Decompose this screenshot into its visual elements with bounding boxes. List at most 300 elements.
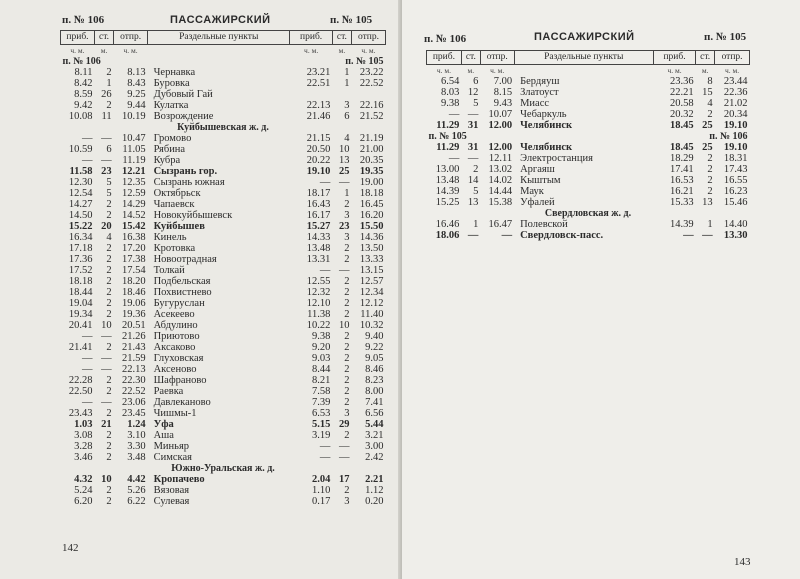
dep-time: 11.05 [122, 144, 146, 155]
dep-time: 17.38 [121, 254, 146, 265]
stop-min: 10 [101, 320, 112, 331]
station-name: Кулатка [153, 100, 189, 111]
stop-min-return: 2 [344, 353, 350, 364]
dep-time: 12.21 [121, 166, 146, 177]
arr-time: 8.03 [440, 87, 460, 98]
station-name: Рябина [153, 144, 186, 155]
stop-min-return: 2 [344, 309, 350, 320]
station-name: Асекеево [153, 309, 195, 320]
stop-min: 2 [106, 243, 112, 254]
station-name: Раевка [153, 386, 184, 397]
stop-min-return: 2 [707, 175, 713, 186]
arr-time: 5.24 [74, 485, 93, 496]
dep-time: 21.43 [121, 342, 146, 353]
station-name: Приютово [153, 331, 200, 342]
dep-time-return: 22.36 [723, 87, 748, 98]
table-row [61, 287, 386, 298]
station-name: Толкай [153, 265, 185, 276]
station-name: Кубра [153, 155, 181, 166]
dep-time: 9.44 [127, 100, 146, 111]
col-arr2: приб. [290, 31, 332, 45]
table-row [61, 67, 386, 78]
dep-time-return [351, 89, 385, 100]
unit: ч. м. [123, 46, 138, 55]
station-name: Аксаково [153, 342, 196, 353]
arr-time-return: 18.45 [670, 120, 694, 131]
arr-time: 6.54 [440, 76, 460, 87]
table-row [61, 100, 386, 111]
arr-time-return: 13.31 [306, 254, 331, 265]
dep-time-return: 23.44 [723, 76, 748, 87]
stop-min: 2 [106, 441, 112, 452]
dep-time-return: 9.40 [365, 331, 384, 342]
arr-time: — [81, 397, 93, 408]
arr-time: — [448, 109, 460, 120]
arr-time-return: 22.21 [670, 87, 694, 98]
dep-time-return: 7.41 [365, 397, 384, 408]
arr-time-return: 8.44 [311, 364, 331, 375]
dep-time: 3.30 [127, 441, 146, 452]
dep-time: 17.54 [121, 265, 146, 276]
right-page [402, 0, 800, 579]
stop-min: 2 [106, 276, 112, 287]
arr-time-return: 23.21 [306, 67, 331, 78]
stop-min-return: 25 [702, 120, 713, 131]
arr-time: 12.54 [68, 188, 93, 199]
dep-time: 12.59 [121, 188, 146, 199]
stop-min: 14 [467, 175, 479, 186]
stop-min: 2 [473, 164, 479, 175]
arr-time-return: 20.50 [306, 144, 331, 155]
arr-time: 11.29 [436, 142, 460, 153]
dep-time: 12.35 [121, 177, 146, 188]
table-row [61, 386, 386, 397]
stop-min-return: — [338, 452, 350, 463]
stop-min-return: 2 [344, 386, 350, 397]
dep-time: 9.43 [493, 98, 513, 109]
table-row [61, 298, 386, 309]
unit: ч. м. [361, 46, 376, 55]
station-name: Вязовая [153, 485, 190, 496]
dep-time: 1.24 [127, 419, 146, 430]
dep-time: 21.59 [121, 353, 146, 364]
stop-min: — [101, 133, 112, 144]
stop-min-return: 2 [344, 364, 350, 375]
stop-min: 12 [467, 87, 479, 98]
station-name: Аша [153, 430, 174, 441]
train-number-row [61, 56, 386, 67]
stop-min-return: 15 [702, 87, 713, 98]
arr-time-return: 8.21 [311, 375, 331, 386]
table-row [61, 210, 386, 221]
arr-time-return: — [319, 452, 331, 463]
stop-min-return: 2 [344, 243, 350, 254]
arr-time-return: 6.53 [311, 408, 331, 419]
stop-min-return: 2 [707, 153, 713, 164]
table-row [61, 243, 386, 254]
arr-time-return: 18.17 [306, 188, 331, 199]
stop-min-return: 3 [344, 232, 350, 243]
table-row [61, 111, 386, 122]
col-stations: Раздельные пункты [148, 31, 290, 45]
stop-min-return: 13 [338, 155, 350, 166]
stop-min-return: 2 [344, 342, 350, 353]
arr-time: 18.18 [68, 276, 93, 287]
station-name: Златоуст [520, 87, 559, 98]
stop-min-return: 1 [344, 78, 350, 89]
stop-min: — [467, 109, 479, 120]
arr-time: 23.43 [68, 408, 93, 419]
unit: м. [467, 66, 475, 75]
table-row [61, 232, 386, 243]
dep-time: 19.06 [121, 298, 146, 309]
stop-min-return: 29 [338, 419, 350, 430]
stop-min-return: 4 [344, 133, 350, 144]
station-name: Громово [153, 133, 192, 144]
station-name: Чернавка [153, 67, 196, 78]
dep-time: 14.44 [488, 186, 513, 197]
dep-time: 8.13 [127, 67, 146, 78]
station-name: Октябрьск [153, 188, 201, 199]
arr-time: 8.42 [74, 78, 93, 89]
arr-time: 13.00 [435, 164, 460, 175]
unit: ч. м. [304, 46, 319, 55]
stop-min: — [101, 155, 112, 166]
stop-min: — [101, 364, 112, 375]
arr-time-return: 20.22 [306, 155, 331, 166]
dep-time: 18.46 [121, 287, 146, 298]
stop-min-return: — [702, 230, 713, 241]
arr-time-return: 1.10 [311, 485, 331, 496]
arr-time: 17.52 [68, 265, 93, 276]
dep-time-return: 14.36 [359, 232, 384, 243]
arr-time: 19.04 [68, 298, 93, 309]
col-st: ст. [94, 31, 113, 45]
table-row [61, 397, 386, 408]
arr-time-return: 14.33 [306, 232, 331, 243]
dep-time: 3.48 [127, 452, 146, 463]
arr-time: — [81, 364, 93, 375]
dep-time-return: 16.45 [359, 199, 384, 210]
stop-min-return: 3 [344, 496, 350, 507]
dep-time-return: 14.40 [723, 219, 748, 230]
arr-time: 9.42 [74, 100, 93, 111]
dep-time-return: 9.05 [365, 353, 384, 364]
stop-min-return: 3 [344, 408, 350, 419]
station-name: Бугуруслан [153, 298, 205, 309]
dep-time-return: 21.52 [359, 111, 384, 122]
table-row [61, 320, 386, 331]
stop-min-return: 1 [344, 67, 350, 78]
table-row [61, 199, 386, 210]
arr-time-return: 14.39 [670, 219, 694, 230]
dep-time: 7.00 [493, 76, 513, 87]
arr-time-return: 18.45 [670, 142, 694, 153]
station-name: Миньяр [153, 441, 190, 452]
dep-time: 6.22 [127, 496, 146, 507]
arr-time: 22.28 [68, 375, 93, 386]
station-name: Челябинск [520, 142, 573, 153]
station-name: Маук [520, 186, 544, 197]
stop-min-return: 2 [707, 109, 713, 120]
table-row [61, 188, 386, 199]
dep-time-return: 2.42 [365, 452, 384, 463]
stop-min-return: 1 [344, 188, 350, 199]
dep-time: 19.36 [121, 309, 146, 320]
rows-group [427, 219, 750, 241]
stop-min: 2 [106, 287, 112, 298]
arr-time: — [81, 353, 93, 364]
arr-time-return: 9.38 [311, 331, 331, 342]
dep-time-return: 16.20 [359, 210, 384, 221]
arr-time: 3.08 [74, 430, 93, 441]
train-left: п. № 105 [428, 131, 467, 142]
arr-time: 21.41 [68, 342, 93, 353]
stop-min-return: — [338, 265, 350, 276]
stop-min-return: 2 [344, 287, 350, 298]
arr-time-return: 15.33 [670, 197, 694, 208]
stop-min: 2 [106, 265, 112, 276]
page-number: 143 [734, 556, 751, 568]
stop-min-return [332, 89, 351, 100]
dep-time-return: 8.00 [365, 386, 384, 397]
arr-time: 4.32 [74, 474, 93, 485]
arr-time-return: 13.48 [306, 243, 331, 254]
stop-min: 2 [106, 199, 112, 210]
stop-min-return: 2 [344, 397, 350, 408]
dep-time: 22.30 [121, 375, 146, 386]
station-name: Чебаркуль [520, 109, 567, 120]
unit: ч. м. [724, 66, 740, 75]
dep-time-return: 11.40 [360, 309, 384, 320]
arr-time: 12.30 [68, 177, 93, 188]
station-name: Кропачево [153, 474, 205, 485]
arr-time: 11.58 [69, 166, 93, 177]
stop-min: 5 [106, 188, 112, 199]
dep-time: 4.42 [127, 474, 146, 485]
arr-time-return: 16.17 [306, 210, 331, 221]
arr-time: 16.46 [435, 219, 460, 230]
dep-time-return: 19.35 [359, 166, 384, 177]
stop-min-return: 2 [344, 276, 350, 287]
arr-time-return: 7.58 [311, 386, 331, 397]
table-row [427, 76, 750, 87]
stop-min: 6 [106, 144, 112, 155]
col-st: ст. [461, 51, 480, 65]
dep-time-return: 0.20 [365, 496, 384, 507]
arr-time: 3.28 [74, 441, 93, 452]
table-row [61, 144, 386, 155]
station-name: Шафраново [153, 375, 207, 386]
dep-time: 21.26 [121, 331, 146, 342]
stop-min-return: 4 [707, 98, 713, 109]
arr-time: 13.48 [435, 175, 460, 186]
arr-time-return: 2.04 [311, 474, 331, 485]
unit: м. [701, 66, 709, 75]
dep-time-return: 23.22 [359, 67, 384, 78]
unit: ч. м. [70, 46, 85, 55]
stop-min: 4 [106, 232, 112, 243]
dep-time: 23.06 [121, 397, 146, 408]
stop-min-return: 25 [338, 166, 350, 177]
station-name: Бердяуш [520, 76, 560, 87]
table-row [61, 353, 386, 364]
arr-time: 10.08 [68, 111, 93, 122]
table-row [61, 78, 386, 89]
dep-time: 12.00 [488, 120, 513, 131]
table-row [61, 331, 386, 342]
unit: ч. м. [490, 66, 505, 75]
station-name: Возрождение [153, 111, 214, 122]
section-title: Куйбышевская ж. д. [177, 122, 269, 133]
stop-min: 11 [101, 111, 112, 122]
stop-min: 20 [101, 221, 112, 232]
section-row [61, 463, 386, 474]
arr-time-return: 21.46 [306, 111, 331, 122]
dep-time-return: 19.00 [359, 177, 384, 188]
rows-group [427, 142, 750, 208]
stop-min-return: 2 [344, 199, 350, 210]
arr-time-return: — [319, 177, 331, 188]
table-row [427, 98, 750, 109]
arr-time: 1.03 [74, 419, 93, 430]
dep-time: 16.38 [121, 232, 146, 243]
col-dep2: отпр. [351, 31, 385, 45]
stop-min: 10 [101, 474, 112, 485]
table-row [61, 309, 386, 320]
col-arr: приб. [61, 31, 95, 45]
stop-min: 1 [106, 78, 112, 89]
stop-min: 5 [473, 98, 479, 109]
section-title: Свердловская ж. д. [544, 208, 632, 219]
unit: ч. м. [667, 66, 682, 75]
header-train-left: п. № 106 [424, 33, 467, 45]
arr-time: 18.44 [68, 287, 93, 298]
table-row [61, 375, 386, 386]
stop-min-return: 2 [344, 375, 350, 386]
dep-time-return: 2.21 [365, 474, 384, 485]
dep-time: — [501, 230, 513, 241]
table-row [427, 164, 750, 175]
dep-time-return: 19.10 [723, 120, 748, 131]
dep-time-return: 5.44 [365, 419, 384, 430]
dep-time-return: 17.43 [723, 164, 748, 175]
dep-time-return: 15.50 [359, 221, 384, 232]
arr-time-return: 12.10 [306, 298, 331, 309]
dep-time: 20.51 [121, 320, 146, 331]
station-name: Аксеново [153, 364, 197, 375]
arr-time-return: 22.51 [306, 78, 331, 89]
train-left: п. № 106 [62, 56, 101, 67]
dep-time-return: 8.23 [365, 375, 384, 386]
header-title-text: ПАССАЖИРСКИЙ [534, 31, 635, 43]
stop-min: — [467, 153, 479, 164]
table-row [61, 155, 386, 166]
header-title-text: ПАССАЖИРСКИЙ [170, 14, 271, 26]
stop-min-return: — [338, 441, 350, 452]
timetable-left [60, 30, 386, 507]
station-name: Куйбышев [153, 221, 205, 232]
dep-time: 22.13 [121, 364, 146, 375]
timetable-right [426, 50, 750, 241]
arr-time-return: 11.38 [307, 309, 331, 320]
arr-time: 20.41 [68, 320, 93, 331]
train-right: п. № 105 [345, 56, 384, 67]
dep-time-return: 3.00 [365, 441, 384, 452]
stop-min-return: 3 [344, 100, 350, 111]
dep-time-return: 16.55 [723, 175, 748, 186]
arr-time-return: 7.39 [311, 397, 331, 408]
table-row [427, 186, 750, 197]
arr-time-return: 0.17 [311, 496, 331, 507]
stop-min-return: 3 [344, 210, 350, 221]
table-row [427, 175, 750, 186]
arr-time: 16.34 [68, 232, 93, 243]
col-arr2: приб. [653, 51, 695, 65]
arr-time: — [81, 155, 93, 166]
arr-time-return: 5.15 [311, 419, 331, 430]
unit: м. [100, 46, 108, 55]
station-name: Подбельская [153, 276, 211, 287]
dep-time-return: 19.10 [723, 142, 748, 153]
station-name: Глуховская [153, 353, 204, 364]
station-name: Миасс [520, 98, 550, 109]
stop-min: 23 [101, 166, 112, 177]
station-name: Давлеканово [153, 397, 211, 408]
stop-min: — [101, 331, 112, 342]
stop-min-return: 2 [344, 485, 350, 496]
station-name: Сызрань гор. [153, 166, 218, 177]
units-row [427, 65, 750, 77]
stop-min: 26 [101, 89, 112, 100]
arr-time-return: 3.19 [311, 430, 331, 441]
section-title: Южно-Уральская ж. д. [171, 463, 275, 474]
arr-time-return: 18.29 [670, 153, 694, 164]
table-row [61, 177, 386, 188]
dep-time-return: 13.15 [359, 265, 384, 276]
stop-min: 2 [106, 496, 112, 507]
stop-min: 2 [106, 342, 112, 353]
station-name: Сулевая [153, 496, 190, 507]
dep-time-return: 8.46 [365, 364, 384, 375]
arr-time-return: 9.03 [311, 353, 331, 364]
header-train-right: п. № 105 [704, 31, 747, 43]
rows-group [61, 474, 386, 507]
section-row [61, 122, 386, 133]
dep-time-return: 15.46 [723, 197, 748, 208]
dep-time: 14.52 [121, 210, 146, 221]
dep-time: 22.52 [121, 386, 146, 397]
stop-min-return: 2 [707, 186, 713, 197]
arr-time-return: 9.20 [311, 342, 331, 353]
table-row [61, 276, 386, 287]
arr-time-return: 10.22 [306, 320, 331, 331]
station-name: Кыштым [520, 175, 561, 186]
arr-time-return: 12.55 [306, 276, 331, 287]
arr-time-return: — [683, 230, 694, 241]
dep-time: 10.47 [121, 133, 146, 144]
dep-time-return: 18.31 [723, 153, 748, 164]
unit: ч. м. [436, 66, 451, 75]
arr-time: 9.38 [440, 98, 460, 109]
station-name: Симская [153, 452, 192, 463]
arr-time-return: 12.32 [306, 287, 331, 298]
arr-time: 18.06 [435, 230, 460, 241]
arr-time: 15.22 [68, 221, 93, 232]
dep-time: 8.15 [493, 87, 513, 98]
arr-time: 14.27 [68, 199, 93, 210]
table-row [61, 452, 386, 463]
